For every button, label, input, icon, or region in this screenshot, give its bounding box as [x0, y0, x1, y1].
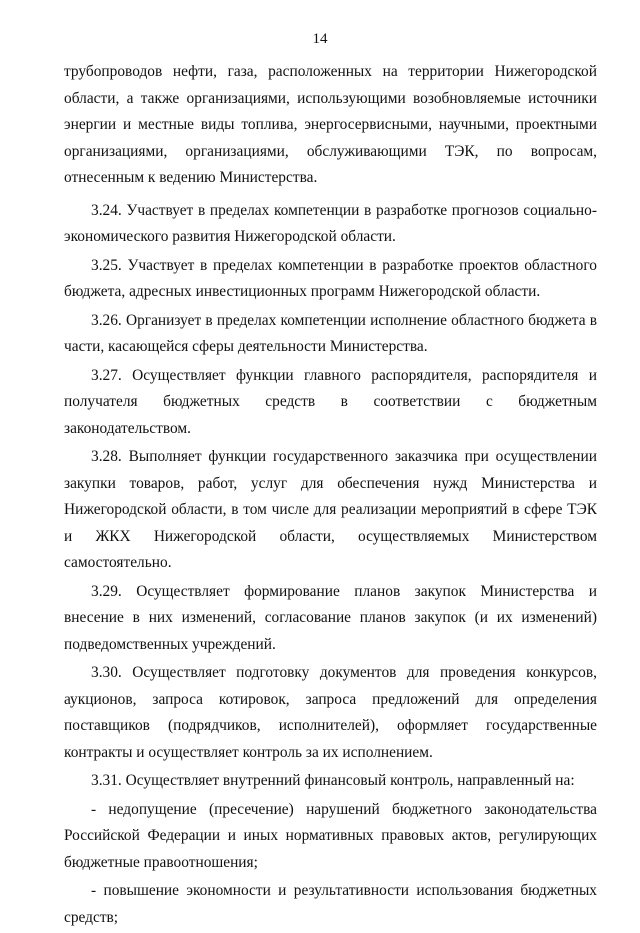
- paragraph-3-27: 3.27. Осуществляет функции главного распорядителя, распорядителя и получателя бюджетных средств в соответствии с бюджетным законодательством.: [64, 366, 597, 437]
- list-item-prevention: - недопущение (пресечение) нарушений бюджетного законодательства Российской Федерации и иных нормативных правовых актов, регулирующих бюджетные правоотношения;: [64, 800, 597, 871]
- paragraph-3-25: 3.25. Участвует в пределах компетенции в разработке проектов областного бюджета, адресных инвестиционных программ Нижегородской области.: [64, 256, 597, 300]
- paragraph-3-24: 3.24. Участвует в пределах компетенции в разработке прогнозов социально-экономического развития Нижегородской области.: [64, 201, 597, 245]
- page-number: 14: [312, 31, 328, 47]
- paragraph-continuation: трубопроводов нефти, газа, расположенных на территории Нижегородской области, а также организациями, использующими возобновляемые источники энергии и местные виды топлива, энергосервисными, научными, проектными организациями, организациями, обслуживающими ТЭК, по вопросам, отнесенным к ведению Министерства.: [64, 63, 597, 186]
- paragraph-3-29: 3.29. Осуществляет формирование планов закупок Министерства и внесение в них изменений, согласование планов закупок (и их изменений) подведомственных учреждений.: [64, 582, 597, 653]
- paragraph-3-28: 3.28. Выполняет функции государственного заказчика при осуществлении закупки товаров, работ, услуг для обеспечения нужд Министерства и Нижегородской области, в том числе для реализации мероприятий в сфере ТЭК и ЖКХ Нижегородской области, осуществляемых Министерством самостоятельно.: [64, 448, 597, 571]
- paragraph-3-31: 3.31. Осуществляет внутренний финансовый контроль, направленный на:: [91, 772, 575, 789]
- list-item-efficiency: - повышение экономности и результативности использования бюджетных средств;: [64, 882, 597, 926]
- document-body: [64, 59, 597, 933]
- paragraph-3-26: 3.26. Организует в пределах компетенции исполнение областного бюджета в части, касающейся сферы деятельности Министерства.: [64, 311, 597, 355]
- paragraph-3-30: 3.30. Осуществляет подготовку документов для проведения конкурсов, аукционов, запроса котировок, запроса предложений для определения поставщиков (подрядчиков, исполнителей), оформляет государственные контракты и осуществляет контроль за их исполнением.: [64, 664, 597, 761]
